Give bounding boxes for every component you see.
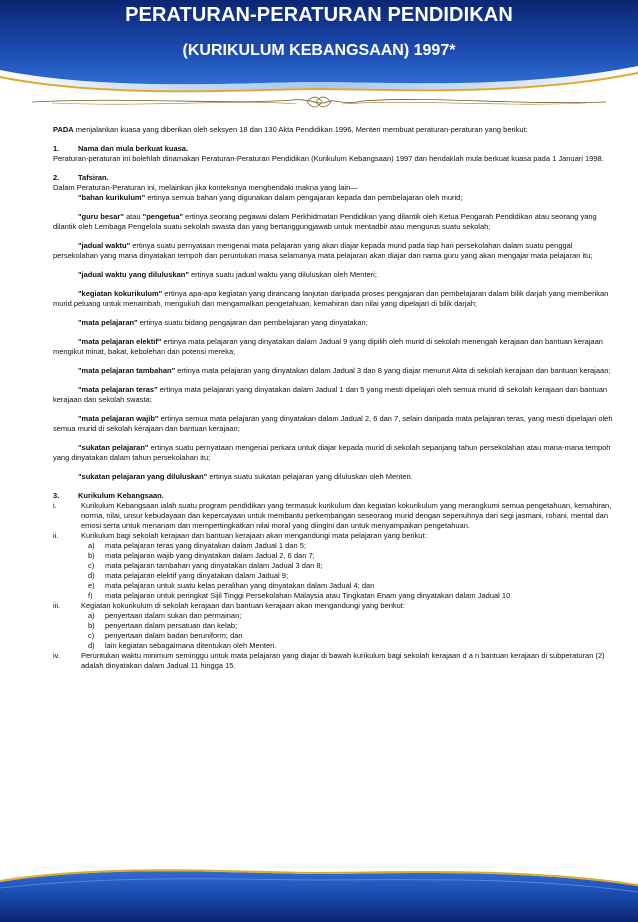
sub-item [88,571,613,581]
sub-item-text: mata pelajaran tambahan yang dinyatakan dalam Jadual 3 dan 8; [105,561,323,570]
sub-item-text: mata pelajaran elektif yang dinyatakan dalam Jadual 9; [105,571,289,580]
definition [53,385,613,405]
definition-text: ertinya suatu jadual waktu yang diluluskan oleh Menteri; [188,270,377,279]
sub-item-letter: b) [88,551,95,560]
definition-term: "bahan kurikulum" [78,193,146,202]
sub-item [88,631,613,641]
sub-item [88,641,613,651]
header-banner [0,0,638,105]
section-title: Nama dan mula berkuat kuasa. [78,144,189,153]
item-number: iv. [53,651,60,660]
item-number: iii. [53,601,61,610]
sub-item-letter: a) [88,541,95,550]
list-item [53,601,613,611]
sub-item-text: penyertaan dalam sukan dan permainan; [105,611,242,620]
definition-text: ertinya semua bahan yang digunakan dalam pengajaran kepada dan pembelajaran oleh murid; [145,193,463,202]
sub-item-text: mata pelajaran untuk suatu kelas peralihan yang dinyatakan dalam Jadual 4; dan [105,581,375,590]
definition-term: "pengetua" [142,212,184,221]
definition-term: "mata pelajaran" [78,318,138,327]
definition-text: ertinya semua mata pelajaran yang dinyatakan dalam Jadual 2, 6 dan 7, selain daripada mata pelajaran teras, yang mesti dipelajari oleh semua murid di sekolah kerajaan dan bantuan kerajaan; [53,414,613,433]
definition-text: ertinya suatu pernyataan mengenai perkara untuk diajar kepada murid di sekolah sepanjang tahun persekolahan atau mana-mana tempoh yang dinyatakan dalam tahun persekolahan itu; [53,443,611,462]
item-text: Peruntukan waktu minimum seminggu untuk mata pelajaran yang diajar di bawah kurikulum bagi sekolah kerajaan d a n bantuan kerajaan di subperaturan (2) adalah dinyatakan dalam Jadual 11 hingga 15. [81,651,605,670]
definition [53,443,613,463]
definition-term: "mata pelajaran wajib" [78,414,159,423]
list-item [53,651,613,671]
sub-item-letter: f) [88,591,93,600]
sub-item-text: penyertaan dalam badan beruniform; dan [105,631,243,640]
definition [53,337,613,357]
definition [53,472,613,482]
definition [53,318,613,328]
preamble-lead: PADA [53,125,74,134]
page-subtitle: (KURIKULUM KEBANGSAAN) 1997* [182,42,456,59]
section-heading [53,144,613,154]
definition [53,366,613,376]
definition [53,414,613,434]
sub-item [88,591,613,601]
definition-term: "mata pelajaran tambahan" [78,366,176,375]
definition-term: "jadual waktu" [78,241,131,250]
sub-item-text: lain kegiatan sebagaimana ditentukan oleh Menteri. [105,641,277,650]
definition-text: ertinya mata pelajaran yang dinyatakan dalam Jadual 1 dan 5 yang mesti dipelajari oleh semua murid di sekolah kerajaan dan bantuan kerajaan dan sekolah swasta; [53,385,608,404]
definition-term: "mata pelajaran teras" [78,385,158,394]
definition-text: ertinya mata pelajaran yang dinyatakan dalam Jadual 9 yang dipilih oleh murid di sekolah menengah kerajaan dan bantuan kerajaan mengikut minat, bakat, kebolehan dan potensi mereka; [53,337,603,356]
sub-item [88,581,613,591]
sub-item-letter: c) [88,631,95,640]
sub-item [88,551,613,561]
definition-text: ertinya suatu pernyataan mengenai mata pelajaran yang akan diajar kepada murid pada tiap hari persekolahan dalam suatu penggal persekolahan yang mana dinyatakan tempoh dan peruntukan masa selamanya mata pelajaran akan diajar dan nama guru yang akan mengajar mata pelajaran itu; [53,241,593,260]
section-heading [53,491,613,501]
list-item [53,531,613,541]
definition-text: ertinya suatu bidang pengajaran dan pembelajaran yang dinyatakan; [137,318,368,327]
item-text: Kegiatan kokurikulum di sekolah kerajaan dan bantuan kerajaan akan mengandungi yang berikut: [81,601,405,610]
page-title: PERATURAN-PERATURAN PENDIDIKAN [125,4,513,26]
preamble-text: menjalankan kuasa yang diberikan oleh seksyen 18 dan 130 Akta Pendidikan 1996, Menteri membuat peraturan-peraturan yang berikut: [73,125,528,134]
item-text: Kurikulum bagi sekolah kerajaan dan bantuan kerajaan akan mengandungi mata pelajaran yang berikut: [81,531,427,540]
definition-text: ertinya mata pelajaran yang dinyatakan dalam Jadual 3 dan 8 yang diajar menurut Akta di sekolah kerajaan dan bantuan kerajaan; [175,366,611,375]
section-number: 2. [53,173,60,182]
sub-item-text: penyertaan dalam persatuan dan kelab; [105,621,238,630]
sub-item [88,621,613,631]
definition-term: "mata pelajaran elektif" [78,337,162,346]
section-heading [53,173,613,183]
sub-item-text: mata pelajaran wajib yang dinyatakan dalam Jadual 2, 6 dan 7; [105,551,315,560]
list-item [53,501,613,531]
sub-item-text: mata pelajaran untuk peringkat Sijil Tinggi Persekolahan Malaysia atau Tingkatan Enam yang dinyatakan dalam Jadual 10 [105,591,511,600]
definition-text: ertinya apa-apa kegiatan yang dirancang lanjutan daripada proses pengajaran dan pembelajaran dalam bilik darjah yang memberikan murid peluang untuk menambah, mengukuh dan mengamalkan pengetahuan, kemahiran dan nilai yang dipelajari di bilik darjah; [53,289,609,308]
item-text: Kurikulum Kebangsaan ialah suatu program pendidikan yang termasuk kurikulum dan kegiatan kokurikulum yang merangkumi semua pengetahuan, kemahiran, norma, nilai, unsur kebudayaan dan kepercayaan untuk membantu perkembangan seseorang murid dengan sepenuhnya dari segi jasmani, rohani, mental dan emosi serta untuk menanam dan mempertingkatkan nilai moral yang diingini dan untuk menyampaikan pengetahuan. [81,501,612,530]
definition [53,212,613,232]
section-title: Kurikulum Kebangsaan. [78,491,164,500]
definition-term: "guru besar" [78,212,124,221]
section-number: 3. [53,491,60,500]
footer-background [0,868,638,922]
sub-item-letter: d) [88,641,95,650]
definition [53,270,613,280]
definition-term: "kegiatan kokurikulum" [78,289,163,298]
sub-item-letter: b) [88,621,95,630]
sub-item-letter: a) [88,611,95,620]
section-title: Tafsiran. [78,173,109,182]
sub-item [88,561,613,571]
item-number: ii. [53,531,59,540]
sub-item-letter: d) [88,571,95,580]
section-number: 1. [53,144,60,153]
document-body [53,125,613,671]
definition-term: "sukatan pelajaran yang diluluskan" [78,472,208,481]
definition [53,193,613,203]
section-intro: Dalam Peraturan-Peraturan ini, melainkan jika konteksnya menghendaki makna yang lain— [53,183,358,192]
ornament-divider [32,94,606,110]
definition-term: "sukatan pelajaran" [78,443,149,452]
sub-item-letter: e) [88,581,95,590]
sub-item [88,541,613,551]
section-text: Peraturan-peraturan ini bolehlah dinamakan Peraturan-Peraturan Pendidikan (Kurikulum Kebangsaan) 1997 dan hendaklah mula berkuat kuasa pada 1 Januari 1998. [53,154,604,163]
definition-text: ertinya suatu sukatan pelajaran yang diluluskan oleh Menteri. [207,472,413,481]
preamble [53,125,613,135]
footer-banner [0,868,638,922]
sub-item [88,611,613,621]
item-number: i. [53,501,57,510]
definition-text: ertinya seorang pegawai dalam Perkhidmatan Pendidikan yang dilantik oleh Ketua Pengarah Pendidikan atau seorang yang dilantik oleh Lembaga Pengelola suatu sekolah swasta dan yang bertanggungjawab untuk mentadbir atau mengurus suatu sekolah; [53,212,597,231]
definition [53,241,613,261]
definition-connector: atau [123,212,143,221]
sub-item-text: mata pelajaran teras yang dinyatakan dalam Jadual 1 dan 5; [105,541,306,550]
definition-term: "jadual waktu yang diluluskan" [78,270,189,279]
sub-item-letter: c) [88,561,95,570]
definition [53,289,613,309]
